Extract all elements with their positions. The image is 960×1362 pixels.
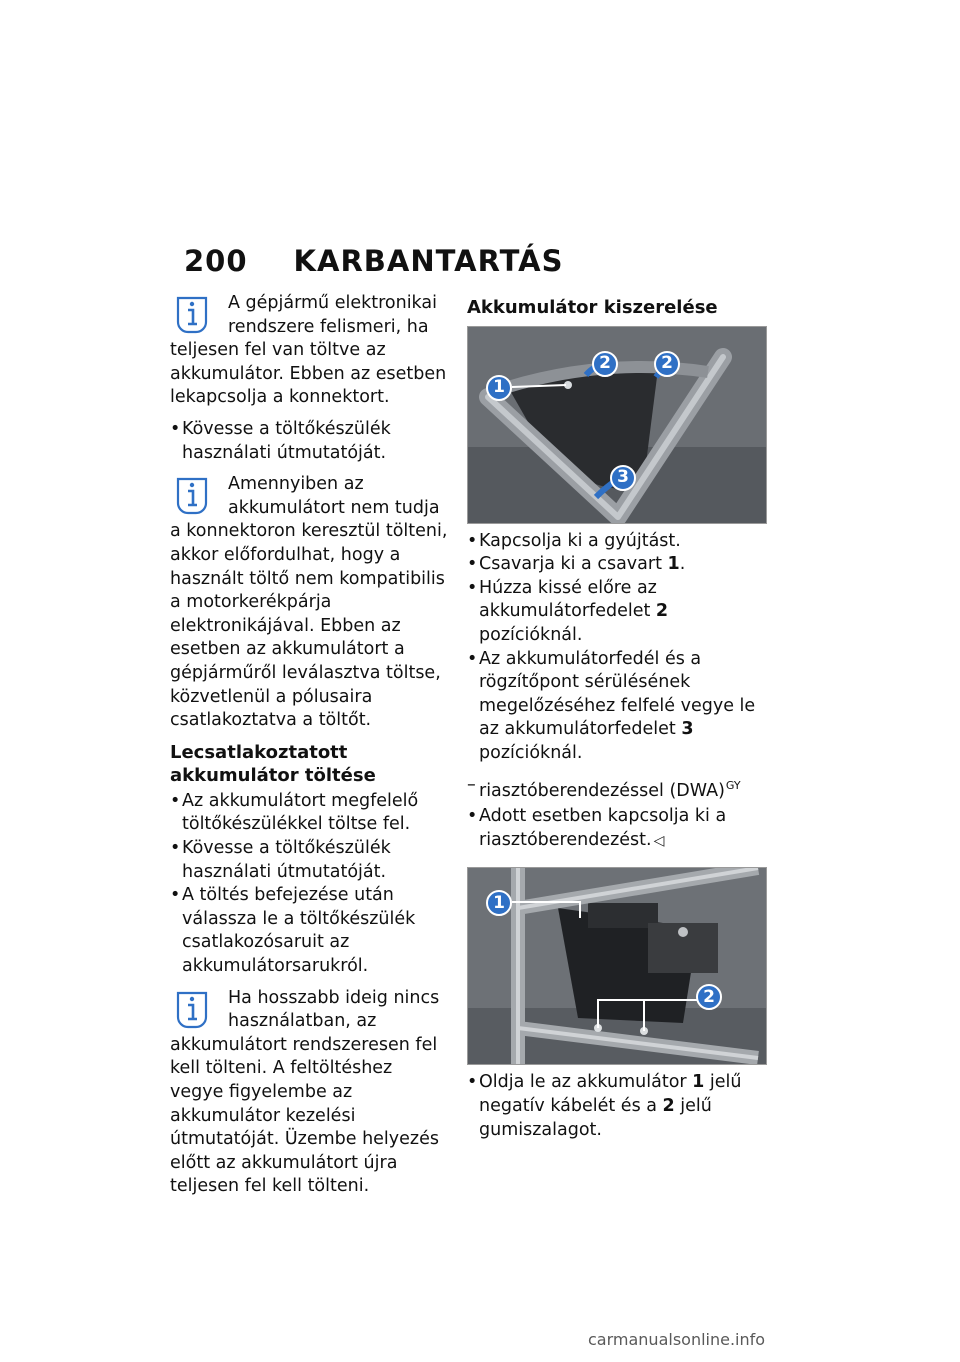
note-text: A gépjármű elektronikai rendszere felismeri, ha teljesen fel van töltve az akkumulátor. Ebben az esetben lekapcsolja a konnektort.: [170, 293, 447, 408]
callout-1: 1: [486, 375, 512, 401]
list-item: • Adott esetben kapcsolja ki a riasztóberendezést. ◁: [467, 805, 767, 853]
market-code: GY: [725, 778, 741, 792]
list-item: • Kövesse a töltőkészülék használati útmutatóját.: [170, 418, 450, 465]
section-title: KARBANTARTÁS: [293, 244, 564, 278]
right-column: [467, 292, 767, 1150]
callout-3: 3: [610, 465, 636, 491]
list-item: • Az akkumulátorfedél és a rögzítőpont sérülésének megelőzéséhez felfelé vegye le az akkumulátorfedelet 3 pozícióknál.: [467, 648, 767, 766]
subheading: Lecsatlakoztatott akkumulátor töltése: [170, 741, 376, 787]
battery-cable-photo: [468, 868, 766, 1064]
list-item: • Kövesse a töltőkészülék használati útmutatóját.: [170, 837, 450, 884]
list-item: • A töltés befejezése után válassza le a töltőkészülék csatlakozósaruit az akkumulátorsarukról.: [170, 884, 450, 978]
figure-battery-cable: [467, 867, 767, 1065]
note-text: Amennyiben az akkumulátort nem tudja a konnektoron keresztül tölteni, akkor előfordulhat, hogy a használt töltő nem kompatibilis a motorkerékpárja elektronikájával. Ebben az esetben az akkumulátort a gépjárműről leválasztva töltse, közvetlenül a pólusaira csatlakoztatva a töltőt.: [170, 474, 448, 731]
callout-2: 2: [654, 351, 680, 377]
info-note: [170, 987, 450, 1199]
info-icon: [174, 475, 218, 519]
condition-item: – riasztóberendezéssel (DWA)$^{GY}$: [467, 774, 767, 804]
list-item: • Kapcsolja ki a gyújtást.: [467, 530, 767, 554]
battery-cover-photo: [468, 327, 766, 523]
bullet-list: [170, 418, 450, 465]
watermark: carmanualsonline.info: [588, 1330, 766, 1349]
page-header: [184, 244, 563, 284]
list-item: • Csavarja ki a csavart 1.: [467, 553, 767, 577]
info-note: [170, 473, 450, 733]
callout-1: 1: [486, 890, 512, 916]
info-icon: [174, 294, 218, 338]
page-number: 200: [184, 244, 248, 278]
info-note: [170, 292, 450, 410]
list-item: • Húzza kissé előre az akkumulátorfedelet 2 pozícióknál.: [467, 577, 767, 648]
steps-list: [467, 530, 767, 766]
callout-2: 2: [592, 351, 618, 377]
list-item: • Oldja le az akkumulátor 1 jelű negatív kábelét és a 2 jelű gumiszalagot.: [467, 1071, 767, 1142]
list-item: • Az akkumulátort megfelelő töltőkészülékkel töltse fel.: [170, 790, 450, 837]
figure-battery-cover: [467, 326, 767, 524]
section-heading: Akkumulátor kiszerelése: [467, 297, 718, 318]
info-icon: [174, 989, 218, 1033]
note-text: Ha hosszabb ideig nincs használatban, az akkumulátort rendszeresen fel kell tölteni. A feltöltéshez vegye figyelembe az akkumulátor kezelési útmutatóját. Üzembe helyezés előtt az akkumulátort újra teljesen fel kell tölteni.: [170, 987, 440, 1197]
end-mark-icon: ◁: [653, 832, 665, 849]
bullet-list: [467, 1071, 767, 1142]
bullet-list: [467, 805, 767, 853]
callout-2: 2: [696, 984, 722, 1010]
bullet-list: [170, 790, 450, 979]
left-column: [170, 292, 450, 1207]
